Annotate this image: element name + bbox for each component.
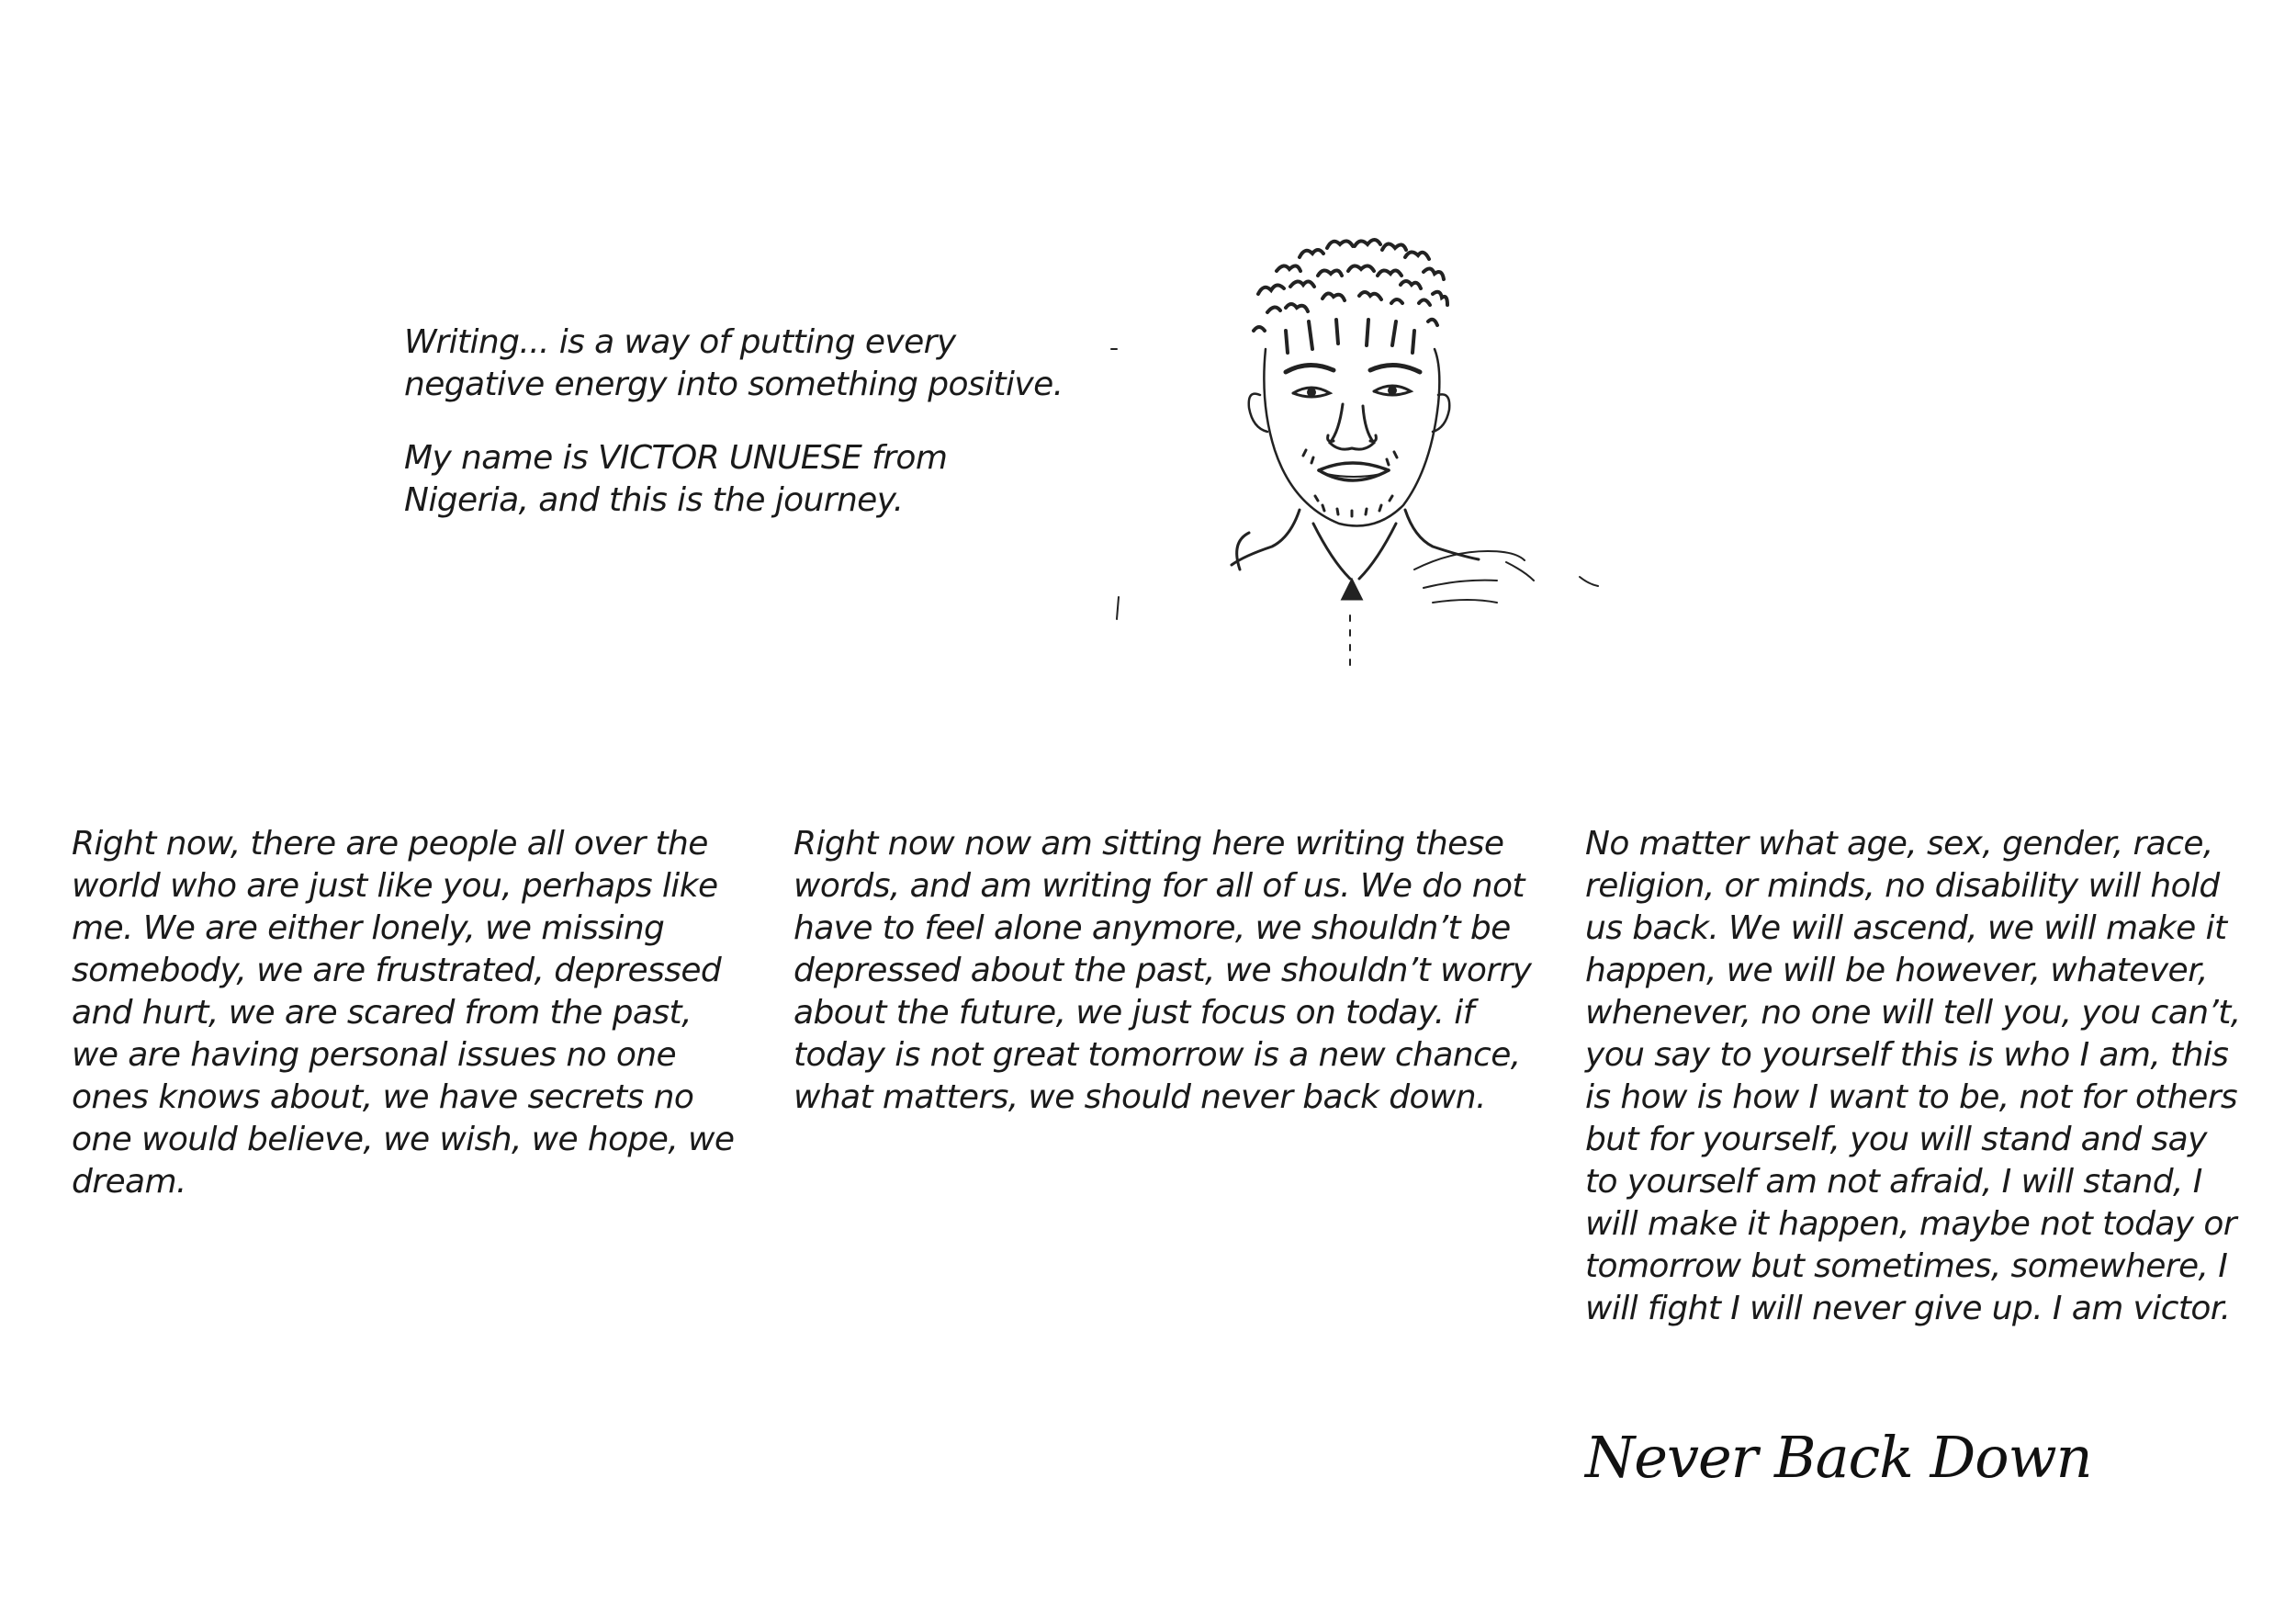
paragraph-line: me. We are either lonely, we missing <box>72 909 665 947</box>
paragraph-line: ones knows about, we have secrets no <box>72 1078 694 1116</box>
intro-name-line: My name is VICTOR UNUESE from <box>404 439 948 477</box>
intro-quote-line: negative energy into something positive. <box>404 366 1064 403</box>
paragraph-line: we are having personal issues no one <box>72 1036 677 1074</box>
paragraph-line: depressed about the past, we shouldn’t worry <box>793 952 1532 989</box>
face-outline <box>1249 349 1450 526</box>
portrait-sketch <box>1102 184 1616 707</box>
paragraph-line: about the future, we just focus on today. if <box>793 994 1474 1032</box>
eyebrows <box>1286 365 1420 372</box>
page-title: Never Back Down <box>1585 1424 2092 1491</box>
paragraph-line: you say to yourself this is who I am, this <box>1585 1036 2229 1074</box>
nose <box>1328 404 1377 449</box>
beard <box>1303 450 1397 516</box>
paragraph-line: whenever, no one will tell you, you can’t, <box>1585 994 2241 1032</box>
paragraph-line: Right now now am sitting here writing these <box>793 825 1504 863</box>
paragraph-line: tomorrow but sometimes, somewhere, I <box>1585 1247 2228 1285</box>
paragraph-line: No matter what age, sex, gender, race, <box>1585 825 2213 863</box>
paragraph-line: world who are just like you, perhaps like <box>72 867 718 905</box>
paragraph-line: and hurt, we are scared from the past, <box>72 994 692 1032</box>
column-2-paragraph <box>793 823 1537 1119</box>
paragraph-line: will make it happen, maybe not today or <box>1585 1205 2236 1243</box>
intro-text <box>404 321 1102 522</box>
paragraph-line: happen, we will be however, whatever, <box>1585 952 2208 989</box>
intro-name <box>404 437 1102 522</box>
paragraph-line: to yourself am not afraid, I will stand, I <box>1585 1163 2202 1201</box>
column-1-paragraph <box>72 823 742 1203</box>
paragraph-line: dream. <box>72 1163 186 1201</box>
intro-quote <box>404 321 1102 406</box>
paragraph-line: somebody, we are frustrated, depressed <box>72 952 722 989</box>
paragraph-line: words, and am writing for all of us. We do not <box>793 867 1525 905</box>
hair-strokes <box>1254 240 1447 353</box>
collar <box>1232 510 1479 671</box>
paragraph-line: but for yourself, you will stand and say <box>1585 1121 2207 1158</box>
mouth <box>1319 463 1389 480</box>
intro-name-line: Nigeria, and this is the journey. <box>404 481 904 519</box>
paragraph-line: have to feel alone anymore, we shouldn’t be <box>793 909 1511 947</box>
paragraph-line: one would believe, we wish, we hope, we <box>72 1121 735 1158</box>
paragraph-line: what matters, we should never back down. <box>793 1078 1486 1116</box>
column-3-paragraph <box>1585 823 2265 1330</box>
paragraph-line: is how is how I want to be, not for others <box>1585 1078 2238 1116</box>
paragraph-line: religion, or minds, no disability will hold <box>1585 867 2220 905</box>
intro-quote-line: Writing... is a way of putting every <box>404 323 956 361</box>
paragraph-line: today is not great tomorrow is a new chance, <box>793 1036 1521 1074</box>
paragraph-line: us back. We will ascend, we will make it <box>1585 909 2227 947</box>
paragraph-line: Right now, there are people all over the <box>72 825 708 863</box>
paragraph-line: will fight I will never give up. I am victor. <box>1585 1290 2231 1327</box>
